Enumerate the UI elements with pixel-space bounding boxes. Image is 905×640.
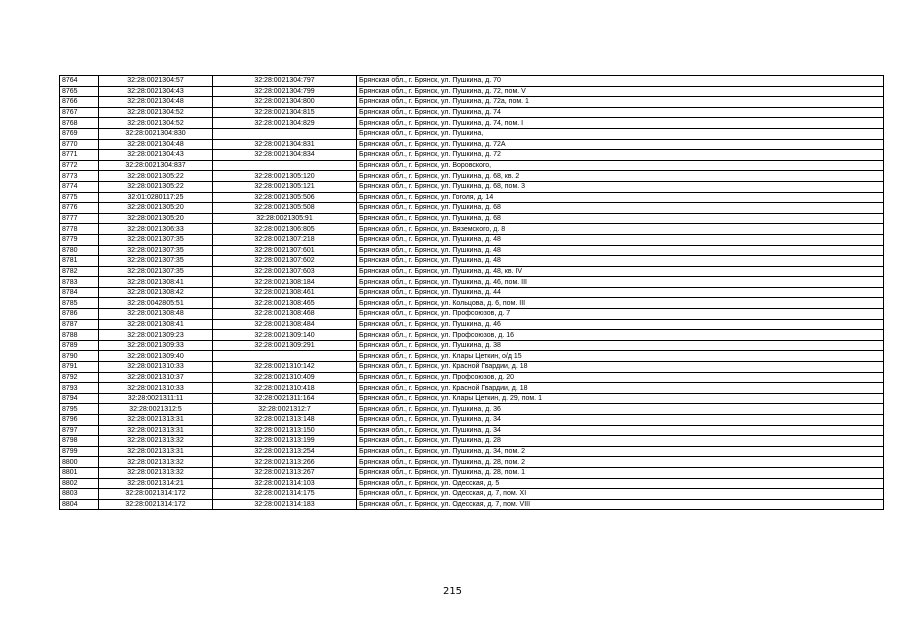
row-number-cell: 8779 — [60, 234, 99, 245]
address-cell: Брянская обл., г. Брянск, ул. Пушкина, д. 48 — [357, 245, 884, 256]
cadastral-number-cell: 32:28:0021310:33 — [99, 383, 213, 394]
row-number-cell: 8802 — [60, 478, 99, 489]
row-number-cell: 8783 — [60, 277, 99, 288]
cadastral-number-cell: 32:28:0021307:35 — [99, 266, 213, 277]
table-row — [60, 266, 884, 277]
object-cadastral-number-cell: 32:28:0021308:484 — [213, 319, 357, 330]
row-number-cell: 8794 — [60, 393, 99, 404]
cadastral-number-cell: 32:28:0021312:5 — [99, 404, 213, 415]
table-row — [60, 181, 884, 192]
object-cadastral-number-cell: 32:28:0021307:603 — [213, 266, 357, 277]
address-cell: Брянская обл., г. Брянск, ул. Пушкина, д. 46, пом. III — [357, 277, 884, 288]
row-number-cell: 8789 — [60, 340, 99, 351]
object-cadastral-number-cell: 32:28:0021313:150 — [213, 425, 357, 436]
table-row — [60, 489, 884, 500]
cadastral-number-cell: 32:28:0021313:32 — [99, 457, 213, 468]
row-number-cell: 8768 — [60, 118, 99, 129]
cadastral-number-cell: 32:28:0021304:52 — [99, 107, 213, 118]
cadastral-number-cell: 32:28:0021307:35 — [99, 256, 213, 267]
address-cell: Брянская обл., г. Брянск, ул. Одесская, д. 5 — [357, 478, 884, 489]
object-cadastral-number-cell: 32:28:0021310:142 — [213, 362, 357, 373]
object-cadastral-number-cell: 32:28:0021312:7 — [213, 404, 357, 415]
table-row — [60, 287, 884, 298]
object-cadastral-number-cell: 32:28:0021308:461 — [213, 287, 357, 298]
object-cadastral-number-cell: 32:28:0021304:829 — [213, 118, 357, 129]
row-number-cell: 8801 — [60, 467, 99, 478]
cadastral-number-cell: 32:28:0021309:40 — [99, 351, 213, 362]
row-number-cell: 8790 — [60, 351, 99, 362]
address-cell: Брянская обл., г. Брянск, ул. Пушкина, д. 68 — [357, 203, 884, 214]
table-row — [60, 383, 884, 394]
cadastral-number-cell: 32:28:0021314:172 — [99, 499, 213, 510]
table-row — [60, 160, 884, 171]
table-row — [60, 245, 884, 256]
row-number-cell: 8766 — [60, 97, 99, 108]
cadastral-number-cell: 32:28:0021304:57 — [99, 76, 213, 87]
table-row — [60, 128, 884, 139]
row-number-cell: 8776 — [60, 203, 99, 214]
cadastral-number-cell: 32:28:0021314:21 — [99, 478, 213, 489]
row-number-cell: 8795 — [60, 404, 99, 415]
cadastral-number-cell: 32:28:0021305:22 — [99, 171, 213, 182]
cadastral-number-cell: 32:28:0021304:52 — [99, 118, 213, 129]
row-number-cell: 8767 — [60, 107, 99, 118]
object-cadastral-number-cell: 32:28:0021305:91 — [213, 213, 357, 224]
table-row — [60, 425, 884, 436]
address-cell: Брянская обл., г. Брянск, ул. Пушкина, д. 44 — [357, 287, 884, 298]
object-cadastral-number-cell: 32:28:0021304:799 — [213, 86, 357, 97]
cadastral-number-cell: 32:28:0021304:48 — [99, 139, 213, 150]
table-row — [60, 415, 884, 426]
table-row — [60, 446, 884, 457]
cadastral-number-cell: 32:28:0021313:31 — [99, 425, 213, 436]
object-cadastral-number-cell: 32:28:0021310:409 — [213, 372, 357, 383]
object-cadastral-number-cell: 32:28:0021313:199 — [213, 436, 357, 447]
row-number-cell: 8787 — [60, 319, 99, 330]
row-number-cell: 8778 — [60, 224, 99, 235]
table-row — [60, 362, 884, 373]
address-cell: Брянская обл., г. Брянск, ул. Пушкина, д. 34 — [357, 425, 884, 436]
table-row — [60, 76, 884, 87]
address-cell: Брянская обл., г. Брянск, ул. Пушкина, д. 72А — [357, 139, 884, 150]
cadastral-number-cell: 32:28:0021305:20 — [99, 203, 213, 214]
row-number-cell: 8786 — [60, 309, 99, 320]
address-cell: Брянская обл., г. Брянск, ул. Пушкина, д. 72а, пом. 1 — [357, 97, 884, 108]
cadastral-number-cell: 32:28:0021308:41 — [99, 277, 213, 288]
table-row — [60, 436, 884, 447]
object-cadastral-number-cell: 32:28:0021310:418 — [213, 383, 357, 394]
row-number-cell: 8770 — [60, 139, 99, 150]
table-row — [60, 97, 884, 108]
object-cadastral-number-cell: 32:28:0021305:506 — [213, 192, 357, 203]
address-cell: Брянская обл., г. Брянск, ул. Пушкина, д. 46 — [357, 319, 884, 330]
table-row — [60, 192, 884, 203]
address-cell: Брянская обл., г. Брянск, ул. Пушкина, д. 72 — [357, 150, 884, 161]
cadastral-number-cell: 32:28:0021308:48 — [99, 309, 213, 320]
table-row — [60, 372, 884, 383]
address-cell: Брянская обл., г. Брянск, ул. Клары Цеткин, о/д 15 — [357, 351, 884, 362]
registry-table — [59, 75, 884, 510]
address-cell: Брянская обл., г. Брянск, ул. Профсоюзов, д. 16 — [357, 330, 884, 341]
object-cadastral-number-cell: 32:28:0021308:184 — [213, 277, 357, 288]
cadastral-number-cell: 32:28:0021313:32 — [99, 436, 213, 447]
row-number-cell: 8792 — [60, 372, 99, 383]
object-cadastral-number-cell: 32:28:0021314:183 — [213, 499, 357, 510]
cadastral-number-cell: 32:28:0021311:11 — [99, 393, 213, 404]
object-cadastral-number-cell — [213, 160, 357, 171]
table-row — [60, 224, 884, 235]
row-number-cell: 8782 — [60, 266, 99, 277]
object-cadastral-number-cell: 32:28:0021309:140 — [213, 330, 357, 341]
row-number-cell: 8799 — [60, 446, 99, 457]
row-number-cell: 8777 — [60, 213, 99, 224]
address-cell: Брянская обл., г. Брянск, ул. Вяземского, д. 8 — [357, 224, 884, 235]
cadastral-number-cell: 32:28:0021314:172 — [99, 489, 213, 500]
row-number-cell: 8803 — [60, 489, 99, 500]
object-cadastral-number-cell: 32:28:0021307:601 — [213, 245, 357, 256]
address-cell: Брянская обл., г. Брянск, ул. Пушкина, д. 48 — [357, 256, 884, 267]
address-cell: Брянская обл., г. Брянск, ул. Пушкина, д. 38 — [357, 340, 884, 351]
address-cell: Брянская обл., г. Брянск, ул. Пушкина, д. 34, пом. 2 — [357, 446, 884, 457]
address-cell: Брянская обл., г. Брянск, ул. Клары Цеткин, д. 29, пом. 1 — [357, 393, 884, 404]
object-cadastral-number-cell: 32:28:0021308:465 — [213, 298, 357, 309]
address-cell: Брянская обл., г. Брянск, ул. Одесская, д. 7, пом. VIII — [357, 499, 884, 510]
row-number-cell: 8765 — [60, 86, 99, 97]
table-row — [60, 107, 884, 118]
address-cell: Брянская обл., г. Брянск, ул. Пушкина, д. 34 — [357, 415, 884, 426]
cadastral-number-cell: 32:28:0021307:35 — [99, 245, 213, 256]
row-number-cell: 8773 — [60, 171, 99, 182]
object-cadastral-number-cell: 32:28:0021304:815 — [213, 107, 357, 118]
table-row — [60, 351, 884, 362]
address-cell: Брянская обл., г. Брянск, ул. Красной Гвардии, д. 18 — [357, 362, 884, 373]
table-row — [60, 340, 884, 351]
object-cadastral-number-cell: 32:28:0021313:254 — [213, 446, 357, 457]
object-cadastral-number-cell: 32:28:0021304:800 — [213, 97, 357, 108]
object-cadastral-number-cell: 32:28:0021306:805 — [213, 224, 357, 235]
table-row — [60, 139, 884, 150]
address-cell: Брянская обл., г. Брянск, ул. Красной Гвардии, д. 18 — [357, 383, 884, 394]
address-cell: Брянская обл., г. Брянск, ул. Пушкина, д. 70 — [357, 76, 884, 87]
object-cadastral-number-cell: 32:28:0021304:797 — [213, 76, 357, 87]
table-row — [60, 393, 884, 404]
cadastral-number-cell: 32:28:0021307:35 — [99, 234, 213, 245]
table-row — [60, 330, 884, 341]
table-row — [60, 213, 884, 224]
address-cell: Брянская обл., г. Брянск, ул. Пушкина, д. 48 — [357, 234, 884, 245]
table-row — [60, 86, 884, 97]
cadastral-number-cell: 32:28:0021309:33 — [99, 340, 213, 351]
address-cell: Брянская обл., г. Брянск, ул. Кольцова, д. 6, пом. III — [357, 298, 884, 309]
object-cadastral-number-cell: 32:28:0021314:175 — [213, 489, 357, 500]
address-cell: Брянская обл., г. Брянск, ул. Одесская, д. 7, пом. XI — [357, 489, 884, 500]
address-cell: Брянская обл., г. Брянск, ул. Пушкина, д. 48, кв. IV — [357, 266, 884, 277]
address-cell: Брянская обл., г. Брянск, ул. Пушкина, д. 74, пом. I — [357, 118, 884, 129]
row-number-cell: 8791 — [60, 362, 99, 373]
table-row — [60, 277, 884, 288]
address-cell: Брянская обл., г. Брянск, ул. Пушкина, д. 72, пом. V — [357, 86, 884, 97]
row-number-cell: 8771 — [60, 150, 99, 161]
row-number-cell: 8804 — [60, 499, 99, 510]
cadastral-number-cell: 32:28:0021313:31 — [99, 446, 213, 457]
row-number-cell: 8772 — [60, 160, 99, 171]
cadastral-number-cell: 32:28:0021309:23 — [99, 330, 213, 341]
object-cadastral-number-cell: 32:28:0021311:164 — [213, 393, 357, 404]
cadastral-number-cell: 32:28:0021304:837 — [99, 160, 213, 171]
row-number-cell: 8785 — [60, 298, 99, 309]
object-cadastral-number-cell: 32:28:0021305:121 — [213, 181, 357, 192]
row-number-cell: 8796 — [60, 415, 99, 426]
cadastral-number-cell: 32:28:0021308:41 — [99, 319, 213, 330]
row-number-cell: 8775 — [60, 192, 99, 203]
table-row — [60, 457, 884, 468]
row-number-cell: 8784 — [60, 287, 99, 298]
object-cadastral-number-cell: 32:28:0021314:103 — [213, 478, 357, 489]
object-cadastral-number-cell: 32:28:0021305:120 — [213, 171, 357, 182]
table-row — [60, 171, 884, 182]
address-cell: Брянская обл., г. Брянск, ул. Пушкина, д. 68, пом. 3 — [357, 181, 884, 192]
table-row — [60, 118, 884, 129]
address-cell: Брянская обл., г. Брянск, ул. Пушкина, д. 74 — [357, 107, 884, 118]
cadastral-number-cell: 32:28:0021304:43 — [99, 86, 213, 97]
table-row — [60, 256, 884, 267]
object-cadastral-number-cell — [213, 128, 357, 139]
row-number-cell: 8764 — [60, 76, 99, 87]
address-cell: Брянская обл., г. Брянск, ул. Гоголя, д. 14 — [357, 192, 884, 203]
row-number-cell: 8800 — [60, 457, 99, 468]
address-cell: Брянская обл., г. Брянск, ул. Пушкина, — [357, 128, 884, 139]
cadastral-number-cell: 32:28:0021313:32 — [99, 467, 213, 478]
table-row — [60, 298, 884, 309]
object-cadastral-number-cell: 32:28:0021307:218 — [213, 234, 357, 245]
object-cadastral-number-cell: 32:28:0021313:267 — [213, 467, 357, 478]
row-number-cell: 8793 — [60, 383, 99, 394]
row-number-cell: 8780 — [60, 245, 99, 256]
row-number-cell: 8797 — [60, 425, 99, 436]
cadastral-number-cell: 32:28:0021310:33 — [99, 362, 213, 373]
table-row — [60, 478, 884, 489]
cadastral-number-cell: 32:28:0021313:31 — [99, 415, 213, 426]
table-row — [60, 467, 884, 478]
object-cadastral-number-cell: 32:28:0021304:834 — [213, 150, 357, 161]
object-cadastral-number-cell: 32:28:0021309:291 — [213, 340, 357, 351]
cadastral-number-cell: 32:28:0021308:42 — [99, 287, 213, 298]
object-cadastral-number-cell: 32:28:0021305:508 — [213, 203, 357, 214]
object-cadastral-number-cell: 32:28:0021308:468 — [213, 309, 357, 320]
address-cell: Брянская обл., г. Брянск, ул. Пушкина, д. 28, пом. 1 — [357, 467, 884, 478]
registry-table-body — [60, 76, 884, 510]
cadastral-number-cell: 32:28:0021304:48 — [99, 97, 213, 108]
table-row — [60, 234, 884, 245]
row-number-cell: 8774 — [60, 181, 99, 192]
row-number-cell: 8781 — [60, 256, 99, 267]
address-cell: Брянская обл., г. Брянск, ул. Пушкина, д. 36 — [357, 404, 884, 415]
page-number: 215 — [442, 586, 463, 597]
address-cell: Брянская обл., г. Брянск, ул. Воровского, — [357, 160, 884, 171]
cadastral-number-cell: 32:28:0021304:43 — [99, 150, 213, 161]
table-row — [60, 404, 884, 415]
cadastral-number-cell: 32:28:0021304:830 — [99, 128, 213, 139]
cadastral-number-cell: 32:28:0021306:33 — [99, 224, 213, 235]
object-cadastral-number-cell — [213, 351, 357, 362]
address-cell: Брянская обл., г. Брянск, ул. Пушкина, д. 28 — [357, 436, 884, 447]
address-cell: Брянская обл., г. Брянск, ул. Пушкина, д. 68 — [357, 213, 884, 224]
table-row — [60, 150, 884, 161]
address-cell: Брянская обл., г. Брянск, ул. Профсоюзов, д. 20 — [357, 372, 884, 383]
object-cadastral-number-cell: 32:28:0021313:266 — [213, 457, 357, 468]
table-row — [60, 319, 884, 330]
address-cell: Брянская обл., г. Брянск, ул. Пушкина, д. 28, пом. 2 — [357, 457, 884, 468]
row-number-cell: 8798 — [60, 436, 99, 447]
table-row — [60, 203, 884, 214]
address-cell: Брянская обл., г. Брянск, ул. Пушкина, д. 68, кв. 2 — [357, 171, 884, 182]
table-row — [60, 309, 884, 320]
object-cadastral-number-cell: 32:28:0021313:148 — [213, 415, 357, 426]
cadastral-number-cell: 32:28:0021305:22 — [99, 181, 213, 192]
cadastral-number-cell: 32:28:0021305:20 — [99, 213, 213, 224]
row-number-cell: 8769 — [60, 128, 99, 139]
object-cadastral-number-cell: 32:28:0021307:602 — [213, 256, 357, 267]
row-number-cell: 8788 — [60, 330, 99, 341]
cadastral-number-cell: 32:01:0280117:25 — [99, 192, 213, 203]
cadastral-number-cell: 32:28:0021310:37 — [99, 372, 213, 383]
address-cell: Брянская обл., г. Брянск, ул. Профсоюзов, д. 7 — [357, 309, 884, 320]
cadastral-number-cell: 32:28:0042805:51 — [99, 298, 213, 309]
table-row — [60, 499, 884, 510]
object-cadastral-number-cell: 32:28:0021304:831 — [213, 139, 357, 150]
